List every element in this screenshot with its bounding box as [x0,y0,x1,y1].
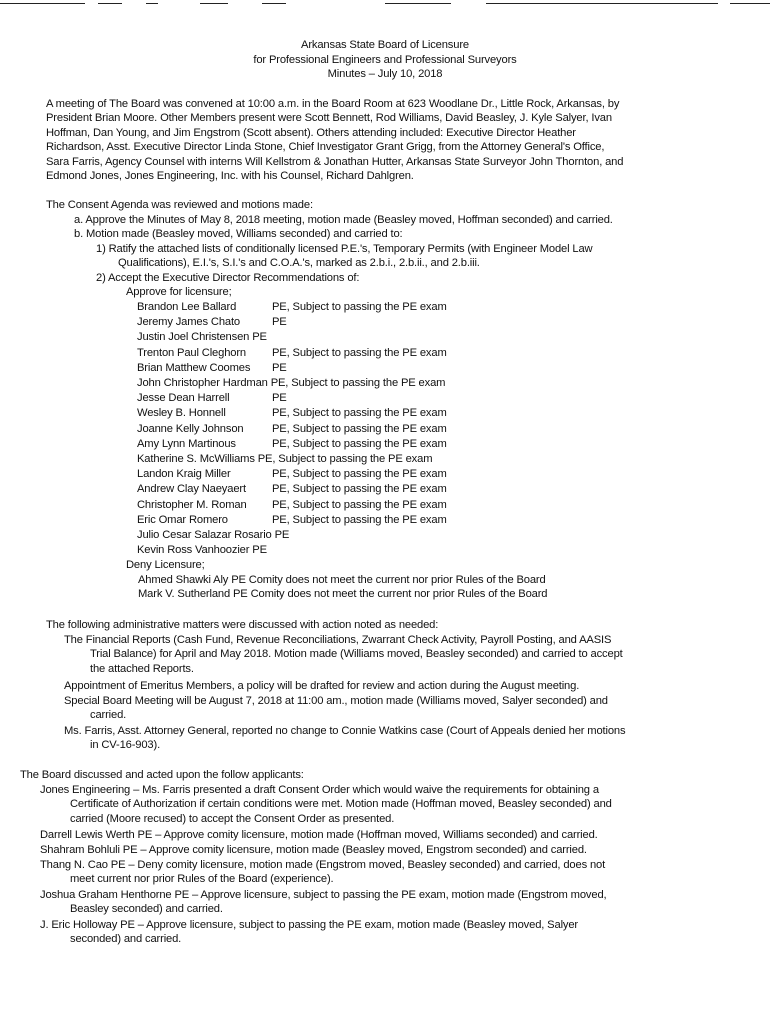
admin-special-meeting: Special Board Meeting will be August 7, 2018 at 11:00 am., motion made (Williams moved, Salyer seconded) and [64,695,608,707]
approval-status: PE, Subject to passing the PE exam [272,407,447,420]
approval-name: Christopher M. Roman [137,498,247,511]
approval-name: Andrew Clay Naeyaert [137,483,246,496]
admin-financial-cont: the attached Reports. [90,663,194,675]
approval-name: Joanne Kelly Johnson [137,422,244,435]
approval-status: PE [272,361,287,374]
intro-line: A meeting of The Board was convened at 10:00 a.m. in the Board Room at 623 Woodlane Dr., Little Rock, Arkansas, by [46,98,620,110]
scan-rule [486,3,718,4]
admin-special-meeting-cont: carried. [90,709,127,721]
consent-item-b: b. Motion made (Beasley moved, Williams seconded) and carried to: [74,228,403,240]
deny-heading: Deny Licensure; [126,559,205,571]
approval-status: PE, Subject to passing the PE exam [272,301,447,313]
applicant-cao-cont: meet current nor prior Rules of the Board (experience). [70,873,334,885]
approval-row [137,543,267,558]
approval-row [137,422,447,437]
applicant-holloway-cont: seconded) and carried. [70,933,182,945]
applicant-henthorne: Joshua Graham Henthorne PE – Approve licensure, subject to passing the PE exam, motion made (Engstrom moved, [40,889,607,901]
approval-row [137,346,447,361]
approval-status: PE, Subject to passing the PE exam [257,453,433,465]
applicants-heading: The Board discussed and acted upon the follow applicants: [20,769,304,781]
scan-rule [98,3,122,4]
approve-heading: Approve for licensure; [126,286,232,298]
approval-name: Brian Matthew Coomes [137,361,251,374]
approval-status: PE, Subject to passing the PE exam [270,377,446,389]
approval-name: Kevin Ross Vanhoozier [137,544,250,557]
approval-row [137,437,447,452]
approval-status: PE, Subject to passing the PE exam [272,346,447,359]
intro-line: Richardson, Asst. Executive Director Linda Stone, Chief Investigator Grant Grigg, from the Attorney General's Office, [46,141,605,153]
approval-row [137,406,447,421]
consent-sub-2: 2) Accept the Executive Director Recommendations of: [96,272,360,284]
approval-name: Brandon Lee Ballard [137,301,237,313]
applicant-bohluli: Shahram Bohluli PE – Approve comity licensure, motion made (Beasley moved, Engstrom seconded) and carried. [40,844,587,856]
approval-status: PE, Subject to passing the PE exam [272,498,447,511]
consent-sub-1-cont: Qualifications), E.I.'s, S.I.'s and C.O.A.'s, marked as 2.b.i., 2.b.ii., and 2.b.iii. [118,257,480,269]
header-title: Arkansas State Board of Licensure [301,39,469,51]
applicant-jones: Jones Engineering – Ms. Farris presented a draft Consent Order which would waive the requirements for obtaining a [40,784,599,796]
approval-name: Landon Kraig Miller [137,468,231,481]
admin-farris-report: Ms. Farris, Asst. Attorney General, reported no change to Connie Watkins case (Court of Appeals denied her motions [64,725,626,737]
consent-heading: The Consent Agenda was reviewed and motions made: [46,199,313,211]
approval-row [137,528,289,543]
document-header [0,38,770,82]
approval-status: PE, Subject to passing the PE exam [272,513,447,526]
approval-name: Julio Cesar Salazar Rosario [137,529,272,541]
consent-item-a: a. Approve the Minutes of May 8, 2018 meeting, motion made (Beasley moved, Hoffman seconded) and carried. [74,214,613,226]
scan-rule [0,3,85,4]
intro-line: Sara Farris, Agency Counsel with interns Will Kellstrom & Jonathan Hutter, Arkansas State Surveyor John Thornton, and [46,156,624,168]
consent-sub-1: 1) Ratify the attached lists of conditionally licensed P.E.'s, Temporary Permits (with Engineer Model Law [96,243,593,255]
approval-row [137,330,267,345]
applicant-jones-cont: Certificate of Authorization if certain conditions were met. Motion made (Hoffman moved, Beasley seconded) and [70,798,612,810]
approval-status: PE [272,392,287,405]
approval-row [137,452,432,467]
scan-rule [730,3,770,4]
approval-status: PE [252,544,267,557]
intro-line: President Brian Moore. Other Members present were Scott Bennett, Rod Williams, David Beasley, J. Kyle Salyer, Ivan [46,112,612,124]
approval-status: PE, Subject to passing the PE exam [272,437,447,450]
scan-rule [262,3,286,4]
approval-name: Wesley B. Honnell [137,407,226,420]
approval-row [137,315,287,330]
applicant-cao: Thang N. Cao PE – Deny comity licensure, motion made (Engstrom moved, Beasley seconded) and carried, does not [40,859,606,871]
approval-status: PE [252,331,267,344]
admin-emeritus: Appointment of Emeritus Members, a policy will be drafted for review and action during the August meeting. [64,680,580,692]
approval-status: PE, Subject to passing the PE exam [272,468,447,481]
approval-row [137,376,445,391]
header-subtitle: for Professional Engineers and Professional Surveyors [253,53,517,66]
admin-financial: The Financial Reports (Cash Fund, Revenue Reconciliations, Zwarrant Check Activity, Payroll Posting, and AASIS [64,634,612,646]
approval-row [137,361,287,376]
applicant-jones-cont: carried (Moore recused) to accept the Consent Order as presented. [70,813,395,825]
approval-row [137,482,447,497]
admin-farris-report-cont: in CV-16-903). [90,739,161,751]
approval-name: Justin Joel Christensen [137,331,250,344]
approval-name: Jesse Dean Harrell [137,392,230,405]
approval-name: Katherine S. McWilliams [137,453,255,465]
denial-item: Ahmed Shawki Aly PE Comity does not meet the current nor prior Rules of the Board [138,574,546,586]
approval-row [137,391,287,406]
approval-status: PE, Subject to passing the PE exam [272,422,447,435]
admin-financial-cont: Trial Balance) for April and May 2018. Motion made (Williams moved, Beasley seconded) and carried to accept [90,648,623,660]
admin-heading: The following administrative matters were discussed with action noted as needed: [46,619,439,631]
applicant-werth: Darrell Lewis Werth PE – Approve comity licensure, motion made (Hoffman moved, Williams seconded) and carried. [40,829,598,841]
intro-line: Hoffman, Dan Young, and Jim Engstrom (Scott absent). Others attending included: Executive Director Heather [46,127,576,139]
denial-item: Mark V. Sutherland PE Comity does not meet the current nor prior Rules of the Board [138,588,548,600]
approval-name: Jeremy James Chato [137,316,240,329]
scan-rule [146,3,158,4]
approval-row [137,498,447,513]
approval-status: PE, Subject to passing the PE exam [272,483,447,496]
approval-name: Amy Lynn Martinous [137,437,236,450]
header-date: Minutes – July 10, 2018 [327,68,443,80]
intro-line: Edmond Jones, Jones Engineering, Inc. with his Counsel, Richard Dahlgren. [46,170,414,182]
approval-status: PE [272,316,287,329]
approval-row [137,300,447,315]
applicant-holloway: J. Eric Holloway PE – Approve licensure, subject to passing the PE exam, motion made (Beasley moved, Salyer [40,919,578,931]
approval-name: Eric Omar Romero [137,513,228,526]
scan-rule [385,3,451,4]
approval-row [137,513,447,528]
approval-row [137,467,447,482]
approval-name: John Christopher Hardman [137,377,268,389]
applicant-henthorne-cont: Beasley seconded) and carried. [70,903,223,915]
scan-rule [200,3,228,4]
approval-status: PE [274,529,290,541]
approval-name: Trenton Paul Cleghorn [137,346,246,359]
